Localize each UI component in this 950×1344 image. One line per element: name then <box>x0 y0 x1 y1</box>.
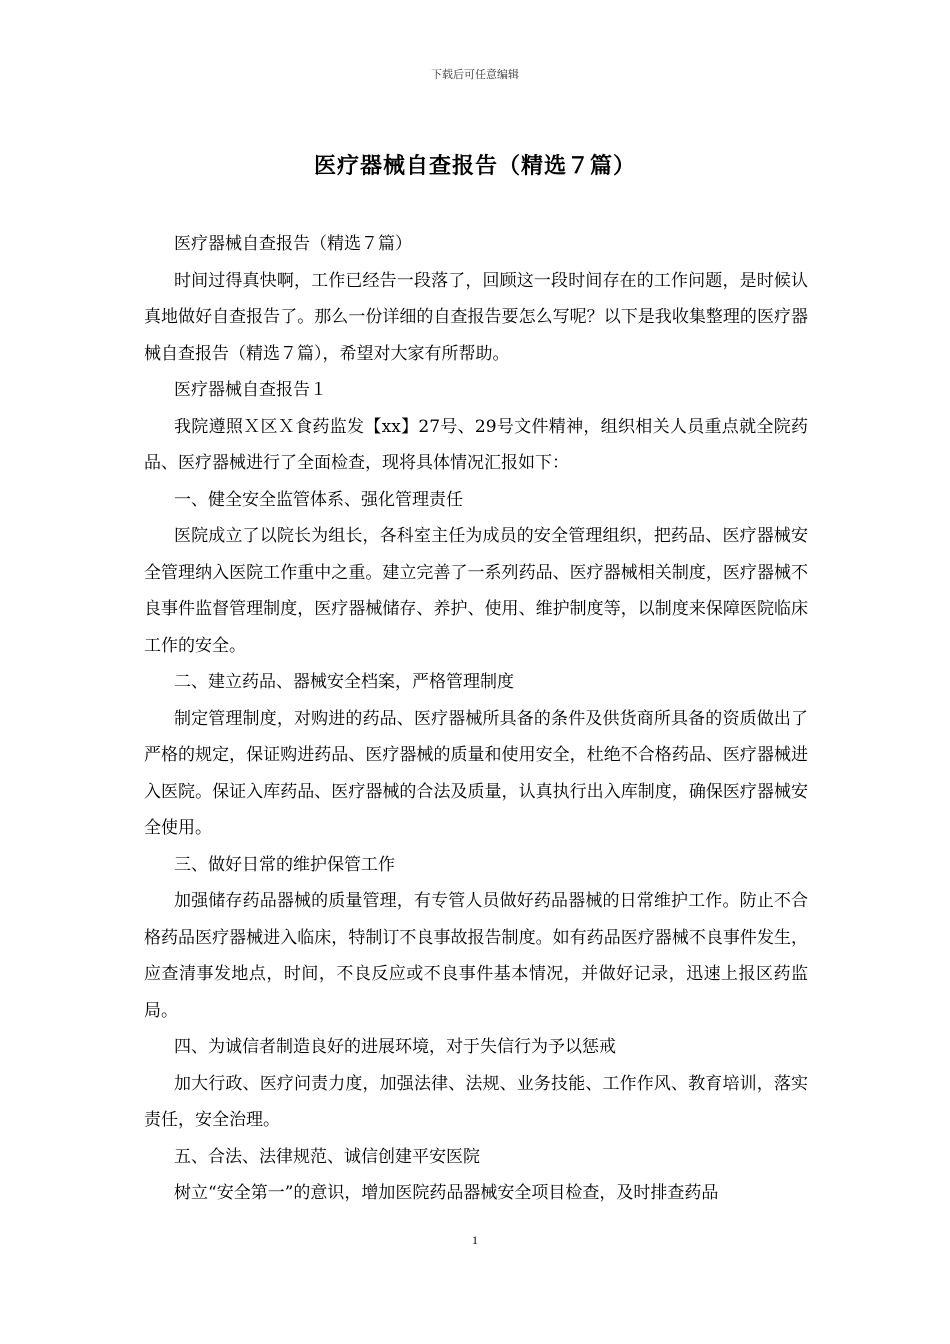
paragraph-subtitle: 医疗器械自查报告（精选７篇） <box>174 234 412 254</box>
header-note: 下载后可任意编辑 <box>431 68 519 81</box>
paragraph: 加强储存药品器械的质量管理，有专管人员做好药品器械的日常维护工作。防止不合格药品医疗器械进入临床，特制订不良事故报告制度。如有药品医疗器械不良事件发生，应查清事发地点，时间，不良反应或不良事件基本情况，并做好记录，迅速上报区药监局。 <box>144 891 808 1021</box>
section-heading-4: 四、为诚信者制造良好的进展环境，对于失信行为予以惩戒 <box>174 1037 616 1057</box>
section-heading-5: 五、合法、法律规范、诚信创建平安医院 <box>174 1146 480 1167</box>
paragraph: 树立“安全第一”的意识，增加医院药品器械安全项目检查，及时排查药品 <box>174 1183 719 1203</box>
paragraph: 制定管理制度，对购进的药品、医疗器械所具备的条件及供货商所具备的资质做出了严格的规定，保证购进药品、医疗器械的质量和使用安全，杜绝不合格药品、医疗器械进入医院。保证入库药品、医疗器械的合法及质量，认真执行出入库制度，确保医疗器械安全使用。 <box>144 708 808 838</box>
document-body <box>144 226 808 1212</box>
section-heading-1: 一、健全安全监管体系、强化管理责任 <box>174 489 463 510</box>
paragraph: 我院遵照Ｘ区Ｘ食药监发【xx】27号、29号文件精神，组织相关人员重点就全院药品、医疗器械进行了全面检查，现将具体情况汇报如下： <box>144 416 808 473</box>
section-heading-2: 二、建立药品、器械安全档案，严格管理制度 <box>174 672 514 692</box>
paragraph: 加大行政、医疗问责力度，加强法律、法规、业务技能、工作作风、教育培训，落实责任，安全治理。 <box>144 1073 808 1130</box>
paragraph-intro: 时间过得真快啊，工作已经告一段落了，回顾这一段时间存在的工作问题，是时候认真地做好自查报告了。那么一份详细的自查报告要怎么写呢？以下是我收集整理的医疗器械自查报告（精选７篇），希望对大家有所帮助。 <box>144 270 808 364</box>
section-heading-3: 三、做好日常的维护保管工作 <box>174 854 395 875</box>
paragraph: 医院成立了以院长为组长，各科室主任为成员的安全管理组织，把药品、医疗器械安全管理纳入医院工作重中之重。建立完善了一系列药品、医疗器械相关制度，医疗器械不良事件监督管理制度，医疗器械储存、养护、使用、维护制度等，以制度来保障医院临床工作的安全。 <box>144 526 808 656</box>
section-heading-report-1: 医疗器械自查报告１ <box>174 380 327 400</box>
page-number: 1 <box>472 1233 478 1247</box>
document-title: 医疗器械自查报告（精选７篇） <box>313 154 636 179</box>
